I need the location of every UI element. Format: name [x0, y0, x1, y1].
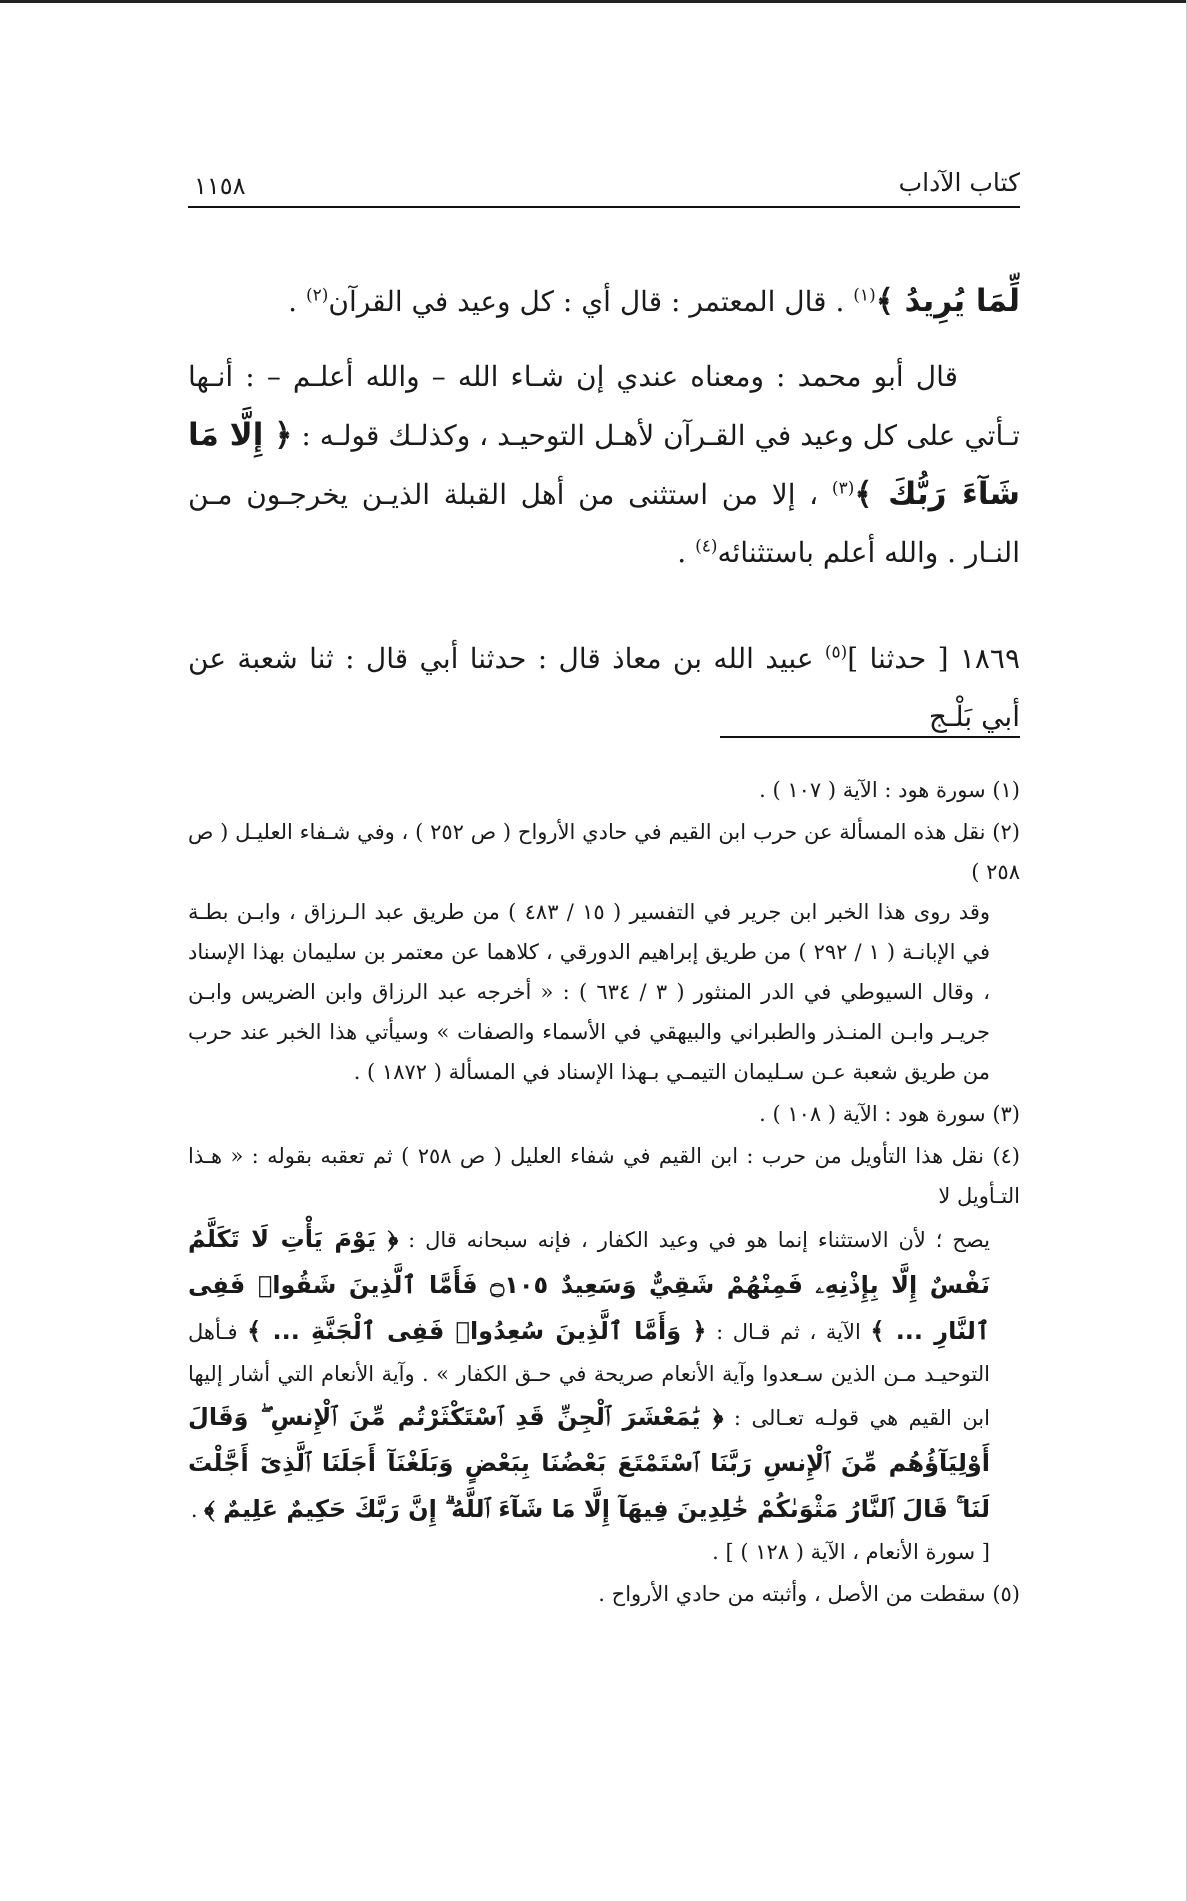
hadith-entry — [188, 630, 1020, 746]
footnote-ref-4: (٤) — [695, 536, 718, 557]
header-rule — [188, 206, 1020, 208]
commentary-end: . — [677, 536, 696, 569]
footnote-4-text-d: . — [190, 1498, 205, 1522]
footnote-2-first: (٢) نقل هذه المسألة عن حرب ابن القيم في حادي الأرواح ( ص ٢٥٢ ) ، وفي شـفاء العليـل ( ص ٢٥٨ ) — [188, 820, 1020, 884]
footnote-ref-1: (١) — [853, 285, 876, 306]
footnote-2 — [188, 812, 1020, 1092]
footnote-4-quran-2: ﴿ وَأَمَّا ٱلَّذِينَ سُعِدُوا۟ فَفِى ٱلْجَنَّةِ ... ﴾ — [247, 1317, 707, 1345]
footnote-4-text-b: الآية ، ثم قـال : — [706, 1320, 871, 1344]
hadith-open: [ حدثنا ] — [847, 642, 960, 675]
footnote-2-rest: وقد روى هذا الخبر ابن جرير في التفسير ( ١٥ / ٤٨٣ ) من طريق عبد الـرزاق ، وابـن بطـة في الإبانـة ( ١ / ٢٩٢ ) من طريق إبراهيم الدورقي ، كلاهما عن معتمر بن سليمان بهذا الإسناد ، وقال السيوطي في الدر المنثور ( ٣ / ٦٣٤ ) : « أخرجه عبد الرزاق وابن الضريس وابـن جريـر وابـن المنـذر والطبراني والبيهقي في الأسماء والصفات » وسيأتي هذا الخبر عند حرب من طريق شعبة عـن سـليمان التيمـي بـهذا الإسناد في المسألة ( ١٨٧٢ ) . — [188, 900, 991, 1084]
footnote-4-first: (٤) نقل هذا التأويل من حرب : ابن القيم في شفاء العليل ( ص ٢٥٨ ) ثم تعقبه بقوله : « هـذا التـأويل لا — [188, 1144, 1020, 1208]
quran-verse-end: لِّمَا يُرِيدُ ﴾ — [875, 283, 1020, 319]
page-number: ١١٥٨ — [194, 172, 246, 200]
opening-text: . قال المعتمر : قال أي : كل وعيد في القرآن — [328, 285, 854, 318]
footnote-1: (١) سورة هود : الآية ( ١٠٧ ) . — [759, 778, 1020, 802]
footnote-4-quran-3: ﴿ يَٰمَعْشَرَ ٱلْجِنِّ قَدِ ٱسْتَكْثَرْتُم مِّنَ ٱلْإِنسِ ۖ وَقَالَ أَوْلِيَآؤُهُم مِّنَ ٱلْإِنسِ رَبَّنَا ٱسْتَمْتَعَ بَعْضُنَا بِبَعْضٍ وَبَلَغْنَآ أَجَلَنَا ٱلَّذِىٓ أَجَّلْتَ لَنَا ۚ قَالَ ٱلنَّارُ مَثْوَىٰكُمْ خَٰلِدِينَ فِيهَآ إِلَّا مَا شَآءَ ٱللَّهُ ۗ إِنَّ رَبَّكَ حَكِيمٌ عَلِيمٌ ﴾ — [188, 1403, 990, 1523]
commentary-text-2: ، إلا من استثنى من أهل القبلة الذيـن يخرجـون مـن النـار . والله أعلم باستثنائه — [188, 478, 1020, 569]
hadith-text: عبيد الله بن معاذ قال : حدثنا أبي قال : ثنا شعبة عن أبي بَلْـج — [188, 642, 1020, 733]
footnote-ref-2: (٢) — [305, 285, 329, 306]
opening-end: . — [288, 285, 306, 318]
footnote-4-text-c: فـأهل التوحيـد مـن الذين سـعدوا وآية الأنعام صريحة في حـق الكفار » . وآية الأنعام التي أشار إليها ابن القيم هي قولـه تعـالى : — [188, 1320, 990, 1430]
footnote-4 — [188, 1136, 1020, 1572]
commentary-paragraph — [188, 348, 1020, 582]
footnote-4-body — [188, 1216, 1020, 1532]
footnote-5: (٥) سقطت من الأصل ، وأثبته من حادي الأرواح . — [598, 1582, 1020, 1606]
footnote-ref-3: (٣) — [831, 478, 855, 499]
footnotes — [188, 770, 1020, 1616]
hadith-number: ١٨٦٩ — [959, 642, 1020, 675]
quran-quote: ﴿ إِلَّا مَا شَآءَ رَبُّكَ ﴾ — [188, 417, 1021, 512]
page-header — [188, 160, 1020, 210]
footnote-rule — [720, 736, 1020, 738]
scan-edge-top — [0, 0, 1188, 3]
footnote-4-source: [ سورة الأنعام ، الآية ( ١٢٨ ) ] . — [712, 1540, 990, 1564]
footnote-4-quran-1: ﴿ يَوْمَ يَأْتِ لَا تَكَلَّمُ نَفْسٌ إِلَّا بِإِذْنِهِۦ فَمِنْهُمْ شَقِيٌّ وَسَعِيدٌ ۝١٠٥ فَأَمَّا ٱلَّذِينَ شَقُوا۟ فَفِى ٱلنَّارِ ... ﴾ — [188, 1225, 991, 1345]
footnote-ref-5: (٥) — [824, 642, 848, 663]
commentary-text: قال أبو محمد : ومعناه عندي إن شـاء الله – والله أعلـم – : أنـها تـأتي على كل وعيد في القـرآن لأهـل التوحيـد ، وكذلـك قولـه : — [188, 360, 1020, 452]
footnote-4-text-a: يصح ؛ لأن الاستثناء إنما هو في وعيد الكفار ، فإنه سبحانه قال : — [398, 1228, 990, 1252]
opening-line — [188, 272, 1020, 331]
book-title: كتاب الآداب — [898, 168, 1020, 197]
footnote-3: (٣) سورة هود : الآية ( ١٠٨ ) . — [759, 1102, 1020, 1126]
